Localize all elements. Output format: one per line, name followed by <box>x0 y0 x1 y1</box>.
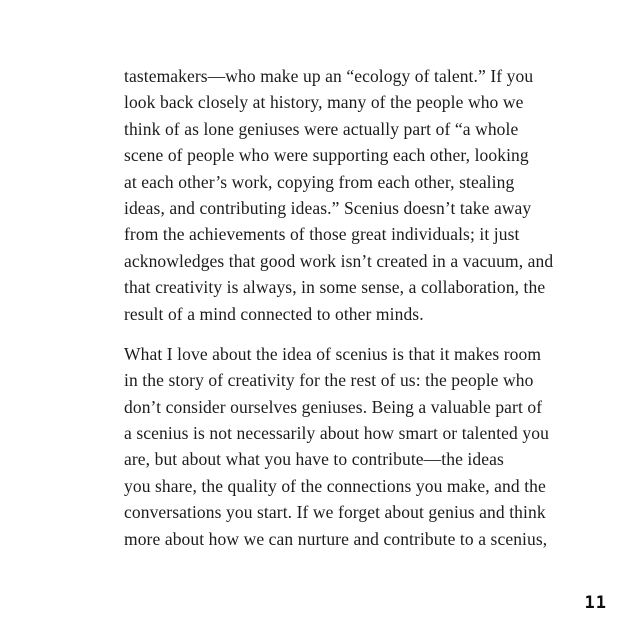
text-line: from the achievements of those great individuals; it just <box>124 224 520 245</box>
text-line: in the story of creativity for the rest of us: the people who <box>124 370 534 391</box>
page-number: 11 <box>584 593 607 613</box>
text-line: What I love about the idea of scenius is that it makes room <box>124 343 542 364</box>
text-line: scene of people who were supporting each other, looking <box>124 145 529 166</box>
text-line: result of a mind connected to other minds. <box>124 303 424 324</box>
paragraph-2 <box>124 341 549 552</box>
text-line: you share, the quality of the connections you make, and the <box>124 475 546 496</box>
text-line: are, but about what you have to contribute—the ideas <box>124 449 504 470</box>
text-line: think of as lone geniuses were actually part of “a whole <box>124 118 519 139</box>
text-line: ideas, and contributing ideas.” Scenius doesn’t take away <box>124 197 532 218</box>
text-line: conversations you start. If we forget about genius and think <box>124 502 546 523</box>
text-line: that creativity is always, in some sense, a collaboration, the <box>124 277 546 298</box>
text-line: more about how we can nurture and contribute to a scenius, <box>124 528 548 549</box>
paragraph-1 <box>124 63 554 327</box>
text-line: tastemakers—who make up an “ecology of talent.” If you <box>124 66 534 86</box>
body-text <box>124 63 554 552</box>
text-line: acknowledges that good work isn’t created in a vacuum, and <box>124 250 554 271</box>
text-line: at each other’s work, copying from each other, stealing <box>124 171 515 192</box>
text-line: a scenius is not necessarily about how smart or talented you <box>124 423 549 444</box>
text-line: look back closely at history, many of the people who we <box>124 92 524 113</box>
text-line: don’t consider ourselves geniuses. Being a valuable part of <box>124 396 543 417</box>
